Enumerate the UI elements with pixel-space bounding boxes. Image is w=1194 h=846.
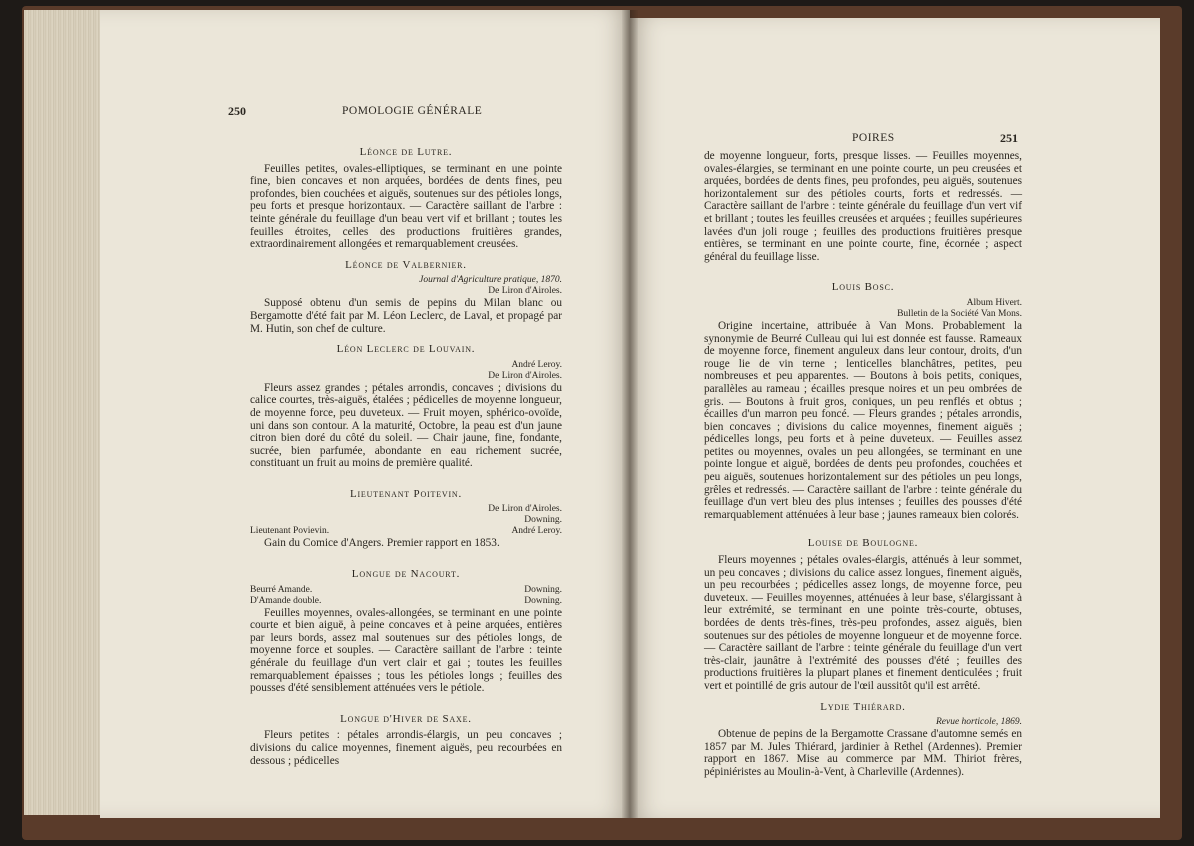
entry-title: Longue de Nacourt. — [351, 568, 461, 581]
synonym-name: Beurré Amande. — [250, 584, 313, 595]
entry-title: Lieutenant Poitevin. — [349, 487, 463, 500]
left-page-number: 250 — [228, 104, 246, 118]
right-column — [704, 150, 1022, 779]
left-running-head: POMOLOGIE GÉNÉRALE — [342, 105, 483, 117]
entry-text: Gain du Comice d'Angers. Premier rapport en 1853. — [264, 537, 500, 550]
continuation-text: de moyenne longueur, forts, presque lisses. — Feuilles moyennes, ovales-élargies, se terminant en une pointe courte, un peu creusées et arquées, bordées de dents fines, peu profondes, peu aiguës, soutenues horizontalement sur des pétioles courts, forts et redressés. — Caractère saillant de l'arbre : teinte générale du feuillage d'un vert vif et brillant ; toutes les feuilles creusées et arquées ; feuilles supérieures lavées d'un joli rouge ; feuilles des productions fruitières presque entières, se terminant en une pointe courte, fine, écornée ; aspect général du feuillage lisse. — [704, 150, 1022, 263]
entry-text: Obtenue de pepins de la Bergamotte Crassane d'automne semés en 1857 par M. Jules Thiérard, jardinier à Rethel (Ardennes). Premier rapport en 1867. Mise au commerce par MM. Thiriot frères, pépiniéristes au Moulin-à-Vent, à Charleville (Ardennes). — [704, 728, 1022, 778]
synonym-source: André Leroy. — [511, 526, 562, 537]
entry-title: Louise de Boulogne. — [807, 537, 919, 550]
synonym-row — [250, 585, 562, 596]
entry-source: De Liron d'Airoles. — [488, 286, 562, 297]
book-gutter — [622, 10, 638, 818]
synonym-source: Downing. — [524, 584, 562, 595]
entry-title: Léonce de Valbernier. — [345, 258, 467, 271]
entry-text: Fleurs moyennes ; pétales ovales-élargis, atténués à leur sommet, un peu concaves ; divisions du calice assez longues, finement aiguës, un peu recourbées ; pédicelles assez longs, de moyenne force, peu duveteux. — Feuilles moyennes, atténuées à leur base, s'élargissant à leur extrémité, se terminant en une pointe très-courte, obtuses, bordées de dents très-fines, très-peu profondes, assez aiguës, bien soutenues sur des pétioles de moyenne longueur et de moyenne force. — Caractère saillant de l'arbre : teinte générale du feuillage d'un vert très-clair, jaunâtre à l'extrémité des pousses d'été ; feuilles des productions fruitières la plupart planes et finement denticulées ; fruit vert et pointillé de gris autour de l'œil aussitôt qu'il est arrêté. — [704, 554, 1022, 692]
entry-source: Bulletin de la Société Van Mons. — [897, 308, 1022, 319]
synonym-name: D'Amande double. — [250, 595, 322, 606]
entry-title: Léon Leclerc de Louvain. — [336, 343, 476, 356]
entry-source: De Liron d'Airoles. — [488, 370, 562, 381]
entry-text: Fleurs assez grandes ; pétales arrondis, concaves ; divisions du calice courtes, très-aiguës, étalées ; pédicelles de moyenne longueur, de moyenne force, peu duveteux. — Fruit moyen, sphérico-ovoïde, uni dans son contour. A la maturité, Octobre, la peau est d'un jaune citron bien doré du côté du soleil. — Chair jaune, fine, fondante, sucrée, bien parfumée, abondante en eau richement sucrée, constituant un fruit au moins de première qualité. — [250, 381, 562, 470]
entry-text: Origine incertaine, attribuée à Van Mons. Probablement la synonymie de Beurré Culleau qui lui est donnée est fausse. Rameaux de moyenne force, finement anguleux dans leur contour, droits, d'un rouge lie de vin terne ; lenticelles blanchâtres, petites, peu nombreuses et peu apparentes. — Boutons à bois petits, coniques, parallèles au rameau ; écailles presque noires et un peu ombrées de gris. — Boutons à fruit gros, coniques, un peu renflés et obtus ; écailles d'un marron peu foncé. — Fleurs grandes ; pétales arrondis, bien concaves ; divisions du calice moyennes, finement aiguës ; pédicelles longs, peu forts et à peine duveteux. — Feuilles assez petites ou moyennes, ovales un peu allongées, se terminant en une pointe longue et aiguë, bordées de dents peu profondes, couchées et peu aiguës, soutenues horizontalement sur des pétioles un peu longs, grêles et redressés. — Caractère saillant de l'arbre : teinte générale du feuillage d'un vert bleu des plus intenses ; feuilles des pousses d'été remarquablement atténuées à leur base ; jaunes rameaux bien colorés. — [704, 319, 1022, 521]
entry-title: Louis Bosc. — [831, 281, 895, 294]
entry-text: Supposé obtenu d'un semis de pepins du Milan blanc ou Bergamotte d'été fait par M. Léon Leclerc, de Laval, et propagé par M. Hutin, son chef de culture. — [250, 297, 562, 335]
entry-source: Revue horticole, 1869. — [935, 717, 1022, 728]
synonym-name: Lieutenant Povievin. — [250, 526, 330, 537]
entry-source: Album Hivert. — [966, 297, 1022, 308]
entry-title: Léonce de Lutre. — [359, 146, 453, 158]
entry-source: Downing. — [524, 515, 562, 526]
synonym-row — [250, 526, 562, 537]
entry-source: De Liron d'Airoles. — [488, 504, 562, 515]
entry-text: Feuilles petites, ovales-elliptiques, se terminant en une pointe fine, bien concaves et non arquées, bordées de dents fines, peu profondes, bien couchées et aiguës, soutenues sur des pétioles longs, peu forts et presque horizontaux. — Caractère saillant de l'arbre : teinte générale du feuillage d'un beau vert vif et brillant ; toutes les feuilles étroites, celles des productions fruitières grandes, extraordinairement allongées et remarquablement creusées. — [250, 162, 562, 251]
right-running-head: POIRES — [852, 132, 895, 144]
synonym-source: Downing. — [524, 595, 562, 606]
entry-title: Longue d'Hiver de Saxe. — [340, 712, 472, 725]
entry-source: Journal d'Agriculture pratique, 1870. — [419, 275, 562, 286]
entry-title: Lydie Thiérard. — [820, 700, 906, 713]
entry-text: Fleurs petites : pétales arrondis-élargis, un peu concaves ; divisions du calice moyennes, finement aiguës, peu recourbées en dessous ; pédicelles — [250, 729, 562, 767]
synonym-row — [250, 596, 562, 607]
entry-text: Feuilles moyennes, ovales-allongées, se terminant en une pointe courte et bien aiguë, à peine concaves et à peine arquées, entières par leurs bords, assez mal soutenues sur des pétioles longs, de moyenne force et souples. — Caractère saillant de l'arbre : teinte générale du feuillage d'un vert clair et gai ; toutes les feuilles remarquablement épaisses ; tous les pétioles longs ; feuilles des pousses d'été sensiblement atténuées vers le pétiole. — [250, 606, 562, 695]
right-page-number: 251 — [1000, 131, 1018, 145]
left-column — [250, 118, 562, 767]
entry-source: André Leroy. — [511, 359, 562, 370]
